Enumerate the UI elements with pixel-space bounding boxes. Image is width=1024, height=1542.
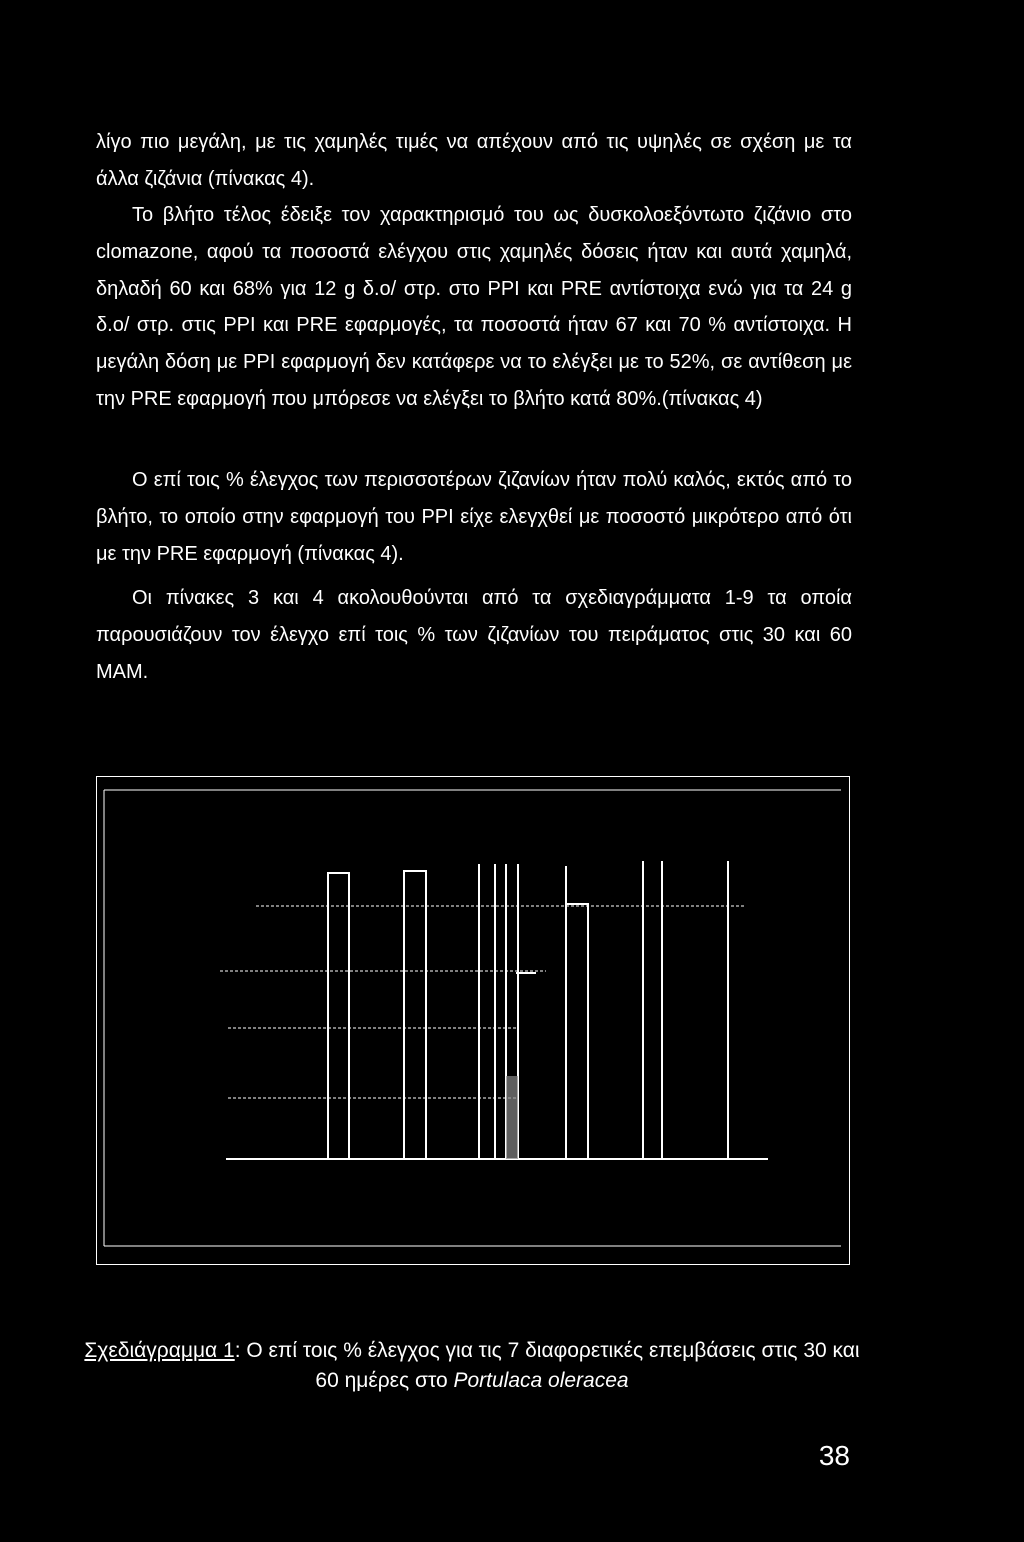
figure-caption xyxy=(82,1336,862,1396)
bar-5 xyxy=(566,866,588,1159)
paragraph-1: λίγο πιο μεγάλη, με τις χαμηλές τιμές να απέχουν από τις υψηλές σε σχέση με τα άλλα ζιζάνια (πίνακας 4). xyxy=(96,131,852,190)
bar-1 xyxy=(328,873,349,1159)
figure-chart-1 xyxy=(96,776,850,1265)
paragraph-3: Ο επί τοις % έλεγχος των περισσοτέρων ζιζανίων ήταν πολύ καλός, εκτός από το βλήτο, το οποίο στην εφαρμογή του PPI είχε ελεγχθεί με ποσοστό μικρότερο από ότι με την PRE εφαρμογή (πίνακας 4). xyxy=(96,469,852,565)
figure-frame xyxy=(97,777,850,1265)
bar-2 xyxy=(404,871,426,1159)
page-number: 38 xyxy=(818,1440,850,1471)
caption-text: : Ο επί τοις % έλεγχος για τις 7 διαφορετικές επεμβάσεις στις 30 και 60 ημέρες στο xyxy=(234,1339,860,1392)
caption-species: Portulaca oleracea xyxy=(453,1369,629,1392)
paragraph-2: Το βλήτο τέλος έδειξε τον χαρακτηρισμό του ως δυσκολοεξόντωτο ζιζάνιο στο clomazone, αφού τα ποσοστά ελέγχου στις χαμηλές δόσεις ήταν και αυτά χαμηλά, δηλαδή 60 και 68% για 12 g δ.ο/ στρ. στο PPI και PRE αντίστοιχα ενώ για τα 24 g δ.ο/ στρ. στις PPI και PRE εφαρμογές, τα ποσοστά ήταν 67 και 70 % αντίστοιχα. Η μεγάλη δόση με PPI εφαρμογή δεν κατάφερε να το ελέγξει με το 52%, σε αντίθεση με την PRE εφαρμογή που μπόρεσε να ελέγξει το βλήτο κατά 80%.(πίνακας 4) xyxy=(96,204,852,410)
paragraph-4: Οι πίνακες 3 και 4 ακολουθούνται από τα σχεδιαγράμματα 1-9 τα οποία παρουσιάζουν τον έλεγχο επί τοις % των ζιζανίων του πειράματος στις 30 και 60 MAM. xyxy=(96,587,852,683)
hatched-region xyxy=(506,1076,518,1159)
caption-label: Σχεδιάγραμμα 1 xyxy=(84,1339,235,1362)
